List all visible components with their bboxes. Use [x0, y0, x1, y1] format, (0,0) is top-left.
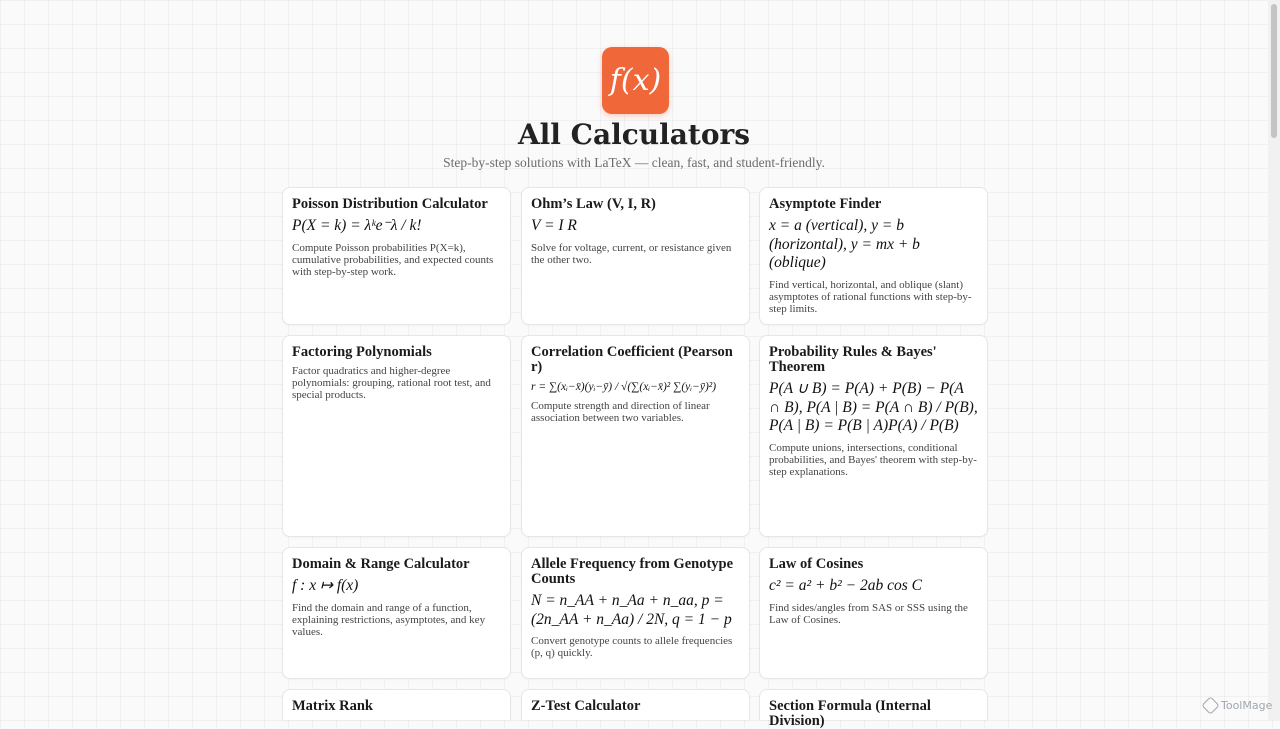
card-formula: P(A ∪ B) = P(A) + P(B) − P(A ∩ B), P(A | B) = P(A ∩ B) / P(B), P(A | B) = P(B | A)P(A) / P(B) — [769, 380, 978, 434]
calculator-card-section-formula[interactable] — [759, 689, 988, 729]
logo-text: f(x) — [609, 63, 662, 98]
card-formula: x = a (vertical), y = b (horizontal), y = mx + b (oblique) — [769, 217, 920, 271]
card-description: Compute Poisson probabilities P(X=k), cumulative probabilities, and expected counts with step-by-step work. — [292, 241, 494, 278]
card-description: Find the domain and range of a function, explaining restrictions, asymptotes, and key values. — [292, 601, 486, 638]
card-title: Probability Rules & Bayes' Theorem — [769, 344, 937, 375]
card-formula: c² = a² + b² − 2ab cos C — [769, 577, 922, 594]
calculator-card-domain-range[interactable] — [282, 547, 511, 679]
card-formula: N = n_AA + n_Aa + n_aa, p = (2n_AA + n_Aa) / 2N, q = 1 − p — [531, 592, 732, 628]
card-title: Allele Frequency from Genotype Counts — [531, 556, 734, 587]
calculator-card-ohms-law[interactable] — [521, 187, 750, 325]
card-title: Factoring Polynomials — [292, 344, 432, 360]
card-description: Compute unions, intersections, conditional probabilities, and Bayes' theorem with step-by-step explanations. — [769, 441, 977, 478]
card-formula: P(X = k) = λᵏe⁻λ / k! — [292, 217, 422, 234]
calculator-card-asymptote-finder[interactable] — [759, 187, 988, 325]
card-description: Find sides/angles from SAS or SSS using the Law of Cosines. — [769, 601, 968, 626]
card-description: Solve for voltage, current, or resistance given the other two. — [531, 241, 732, 266]
card-formula: f : x ↦ f(x) — [292, 577, 359, 594]
calculator-card-probability-bayes[interactable] — [759, 335, 988, 537]
calculator-card-law-of-cosines[interactable] — [759, 547, 988, 679]
card-title: Poisson Distribution Calculator — [292, 196, 488, 212]
card-title: Matrix Rank — [292, 698, 373, 714]
page-subtitle: Step-by-step solutions with LaTeX — clean, fast, and student-friendly. — [443, 155, 825, 170]
calculator-card-factoring-polynomials[interactable] — [282, 335, 511, 537]
card-description: Find vertical, horizontal, and oblique (slant) asymptotes of rational functions with step-by-step limits. — [769, 278, 972, 315]
card-title: Law of Cosines — [769, 556, 864, 572]
card-title: Z-Test Calculator — [531, 698, 641, 714]
card-title: Asymptote Finder — [769, 196, 882, 212]
watermark-text: ToolMage — [1221, 699, 1273, 712]
app-logo — [602, 47, 669, 114]
card-formula: r = ∑(xᵢ−x̄)(yᵢ−ȳ) / √(∑(xᵢ−x̄)² ∑(yᵢ−ȳ)²) — [531, 381, 717, 393]
calculator-card-allele-frequency[interactable] — [521, 547, 750, 679]
watermark — [1204, 699, 1272, 712]
calculator-card-poisson[interactable] — [282, 187, 511, 325]
scrollbar-thumb[interactable] — [1271, 4, 1277, 138]
page-scrollbar[interactable] — [1268, 0, 1280, 720]
card-description: Convert genotype counts to allele frequencies (p, q) quickly. — [531, 635, 733, 659]
card-title: Section Formula (Internal Division) — [769, 698, 931, 729]
card-description: Factor quadratics and higher-degree polynomials: grouping, rational root test, and special products. — [292, 365, 491, 401]
calculator-card-correlation-coefficient[interactable] — [521, 335, 750, 537]
calculator-card-matrix-rank[interactable] — [282, 689, 511, 720]
card-title: Domain & Range Calculator — [292, 556, 470, 572]
calculator-card-z-test[interactable] — [521, 689, 750, 720]
card-formula: V = I R — [531, 217, 577, 234]
card-title: Ohm’s Law (V, I, R) — [531, 196, 656, 212]
card-title: Correlation Coefficient (Pearson r) — [531, 344, 733, 375]
page-title: All Calculators — [517, 118, 751, 151]
watermark-logo-icon — [1201, 696, 1219, 714]
card-description: Compute strength and direction of linear association between two variables. — [531, 400, 710, 424]
